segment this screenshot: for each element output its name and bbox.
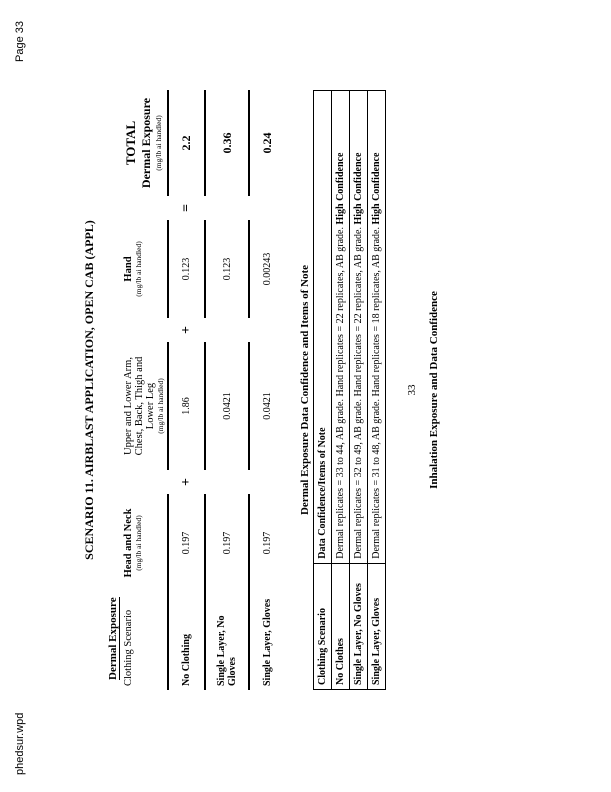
header-total: TOTAL Dermal Exposure (mg/lb ai handled): [123, 97, 163, 189]
confidence-level: High Confidence: [371, 152, 382, 225]
table-row: No Clothes Dermal replicates = 33 to 44, AB grade. Hand replicates = 22 replicates, AB grade. High Confidence: [332, 91, 350, 690]
table-row: No Clothing 0.197 + 1.86 + 0.123 = 2.2: [168, 90, 205, 690]
table-row: Single Layer, Gloves 0.197 0.0421 0.00243 0.24: [249, 90, 285, 690]
confidence-level: High Confidence: [335, 152, 346, 225]
confidence-level: High Confidence: [353, 152, 364, 225]
header-head-neck: Head and Neck (mg/lb ai handled): [123, 508, 143, 578]
page-number: 33: [406, 384, 418, 396]
dermal-exposure-label: Dermal Exposure: [107, 597, 119, 680]
table-row: Single Layer, No Gloves 0.197 0.0421 0.123 0.36: [205, 90, 249, 690]
confidence-table-title: Dermal Exposure Data Confidence and Items of Note: [299, 264, 311, 516]
confidence-table: [313, 90, 386, 690]
scenario-title: SCENARIO 11. AIRBLAST APPLICATION, OPEN CAB (APPL): [82, 220, 96, 560]
plus-operator: +: [178, 326, 194, 334]
dermal-exposure-table: [121, 90, 285, 690]
header-hand: Hand (mg/lb ai handled): [123, 241, 143, 297]
header-body: Upper and Lower Arm, Chest, Back, Thigh and Lower Leg (mg/lb ai handled): [123, 356, 165, 456]
table-header-row: [121, 90, 168, 690]
plus-operator: +: [178, 478, 194, 486]
header-clothing-scenario: Clothing Scenario: [123, 609, 134, 686]
equals-operator: =: [178, 204, 194, 212]
table-row: Single Layer, No Gloves Dermal replicates = 32 to 49, AB grade. Hand replicates = 22 replicates, AB grade. High Confidence: [350, 91, 368, 690]
document-body: [82, 90, 440, 690]
next-section-heading: Inhalation Exposure and Data Confidence: [428, 291, 440, 489]
table-row: Single Layer, Gloves Dermal replicates = 31 to 48, AB grade. Hand replicates = 18 replicates, AB grade. High Confidence: [368, 91, 386, 690]
page-label: Page 33: [14, 21, 26, 62]
file-label: phedsur.wpd: [14, 712, 26, 775]
table-header-row: Clothing Scenario Data Confidence/Items of Note: [314, 91, 332, 690]
